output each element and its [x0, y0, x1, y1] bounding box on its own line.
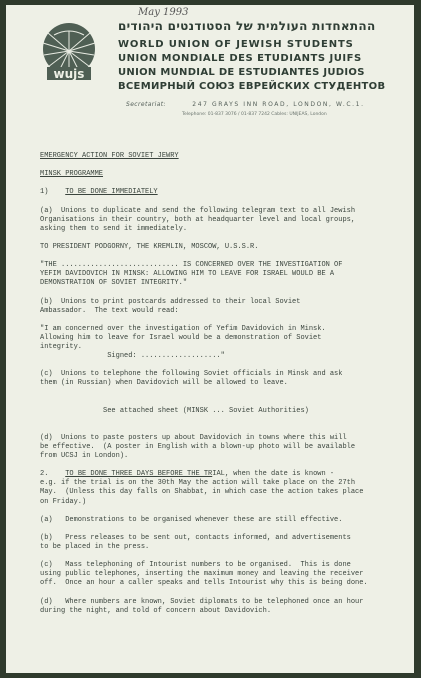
document-line: (d) Where numbers are known, Soviet diplomats to be telephoned once an hour [40, 597, 364, 606]
secretariat-address [126, 101, 365, 108]
secretariat-label: Secretariat: [126, 101, 166, 108]
document-line [40, 152, 410, 161]
document-line: Organisations in their country, both at headquarter level and local groups, [40, 215, 356, 224]
document-line: e.g. if the trial is on the 30th May the action will take place on the 27th [40, 479, 356, 488]
document-line [40, 416, 410, 425]
document-line [40, 234, 410, 243]
document-line: Ambassador. The text would read: [40, 306, 179, 315]
document-line: on Friday.) [40, 497, 87, 506]
document-line: be effective. (A poster in English with a blown-up photo will be available [40, 443, 356, 451]
document-line: "THE ............................ IS CONCERNED OVER THE INVESTIGATION OF [40, 261, 343, 270]
wujs-globe-icon [34, 21, 104, 83]
document-line: them (in Russian) when Davidovich will be allowed to leave. [40, 379, 288, 388]
document-line [40, 170, 410, 179]
document-line: (c) Mass telephoning of Intourist numbers to be organised. This is done [40, 561, 351, 570]
document-line [40, 161, 410, 170]
document-line [40, 179, 410, 188]
document-line: (b) Unions to print postcards addressed to their local Soviet [40, 297, 301, 306]
document-line: See attached sheet (MINSK ... Soviet Authorities) [40, 406, 309, 415]
document-line: 2. TO BE DONE THREE DAYS BEFORE THE TRIAL, when the date is known - [40, 470, 335, 479]
document-line: Signed: ..................." [40, 352, 225, 361]
document-line: Allowing him to leave for Israel would be a demonstration of Soviet [40, 333, 322, 342]
handwritten-date: May 1993 [138, 7, 189, 18]
document-line: "I am concerned over the investigation of Yefim Davidovich in Minsk. [40, 324, 326, 333]
logo-wordmark: wujs [53, 67, 85, 81]
document-line: using public telephones, inserting the maximum money and leaving the receiver [40, 570, 364, 579]
telephone-line: Telephone: 01-837 3076 / 01-837 7242 Cables: UNIJEAS, London [182, 112, 327, 117]
document-line: (d) Unions to paste posters up about Davidovich in towns where this will [40, 433, 347, 442]
document-line [40, 316, 410, 325]
document-line: from UCSJ in London). [40, 452, 129, 461]
document-line: asking them to send it immediately. [40, 224, 188, 233]
document-line: (a) Demonstrations to be organised whenever these are still effective. [40, 515, 343, 524]
document-line: to be placed in the press. [40, 543, 150, 552]
document-body [40, 152, 410, 616]
underlined-text: EMERGENCY ACTION FOR SOVIET JEWRY [40, 152, 179, 160]
document-line [40, 425, 410, 434]
underlined-text: MINSK PROGRAMME [40, 170, 104, 179]
document-line: integrity. [40, 342, 83, 351]
org-name-french: UNION MONDIALE DES ETUDIANTS JUIFS [118, 53, 362, 64]
document-line: YEFIM DAVIDOVICH IN MINSK: ALLOWING HIM TO LEAVE FOR ISRAEL WOULD BE A [40, 270, 335, 279]
org-name-russian: ВСЕМИРНЫЙ СОЮЗ ЕВРЕЙСКИХ СТУДЕНТОВ [118, 81, 386, 92]
document-line: off. Once an hour a caller speaks and tells Intourist why this is being done. [40, 579, 368, 588]
document-line [40, 398, 410, 407]
document-line: May. (Unless this day falls on Shabbat, in which case the action takes place [40, 488, 364, 497]
address-text: 247 GRAYS INN ROAD, LONDON, W.C.1. [192, 101, 365, 108]
document-line [40, 197, 410, 206]
underlined-text: TO BE DONE IMMEDIATELY [65, 188, 158, 197]
org-name-spanish: UNION MUNDIAL DE ESTUDIANTES JUDIOS [118, 67, 365, 78]
document-line [40, 589, 410, 598]
document-line [40, 361, 410, 370]
document-line [40, 461, 410, 470]
document-line: DEMONSTRATION OF SOVIET INTEGRITY." [40, 279, 188, 288]
underlined-text: TO BE DONE THREE DAYS BEFORE THE TR [65, 470, 213, 479]
document-line: 1) TO BE DONE IMMEDIATELY [40, 188, 158, 197]
document-line [40, 507, 410, 516]
org-name-english: WORLD UNION OF JEWISH STUDENTS [118, 39, 354, 50]
document-line [40, 552, 410, 561]
document-line [40, 525, 410, 534]
document-line: (c) Unions to telephone the following Soviet officials in Minsk and ask [40, 370, 343, 379]
document-line: (b) Press releases to be sent out, contacts informed, and advertisements [40, 533, 351, 542]
document-line [40, 288, 410, 297]
document-line [40, 252, 410, 261]
org-name-hebrew: ההתאחדות העולמית של הסטודנטים היהודים [118, 19, 376, 33]
document-line: TO PRESIDENT PODGORNY, THE KREMLIN, MOSCOW, U.S.S.R. [40, 242, 259, 251]
wujs-logo [34, 21, 104, 83]
letter-page [6, 5, 414, 673]
document-line [40, 388, 410, 397]
document-line: during the night, and told of concern about Davidovich. [40, 606, 272, 615]
document-line: (a) Unions to duplicate and send the following telegram text to all Jewish [40, 206, 356, 215]
